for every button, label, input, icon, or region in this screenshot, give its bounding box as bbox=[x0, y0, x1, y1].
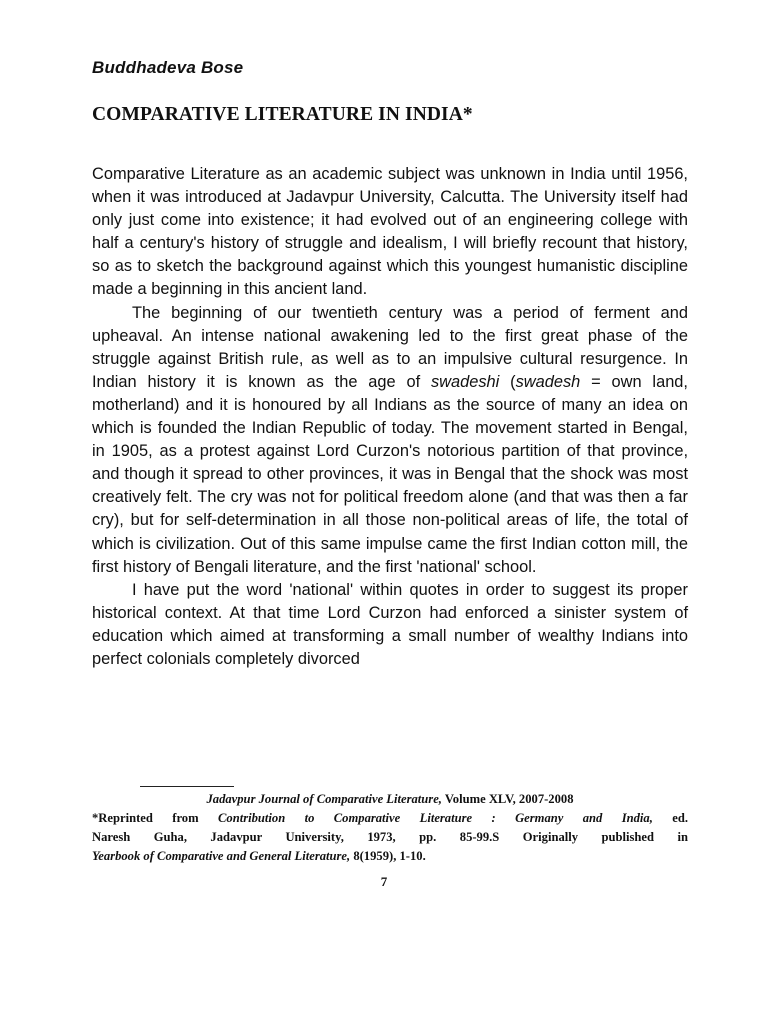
yearbook-citation: 8(1959), 1-10. bbox=[350, 849, 426, 863]
footnotes bbox=[92, 790, 688, 866]
article-title: COMPARATIVE LITERATURE IN INDIA* bbox=[92, 104, 473, 125]
term-swadesh: swadesh bbox=[515, 372, 581, 391]
footnote-reprint-line-2: Naresh Guha, Jadavpur University, 1973, pp. 85-99.S Originally published in bbox=[92, 830, 688, 844]
page-number: 7 bbox=[380, 874, 388, 889]
author-name: Buddhadeva Bose bbox=[92, 58, 244, 77]
paragraph-1: Comparative Literature as an academic subject was unknown in India until 1956, when it was introduced at Jadavpur University, Calcutta. The University itself had only just come into existence; it had evolved out of an engineering college with half a century's history of struggle and idealism, I will briefly recount that history, so as to sketch the background against which this youngest humanistic discipline made a beginning in this ancient land. bbox=[92, 165, 688, 299]
reprint-editor-abbrev: ed. bbox=[652, 811, 689, 825]
reprint-prefix: *Reprinted from bbox=[92, 811, 218, 825]
footnote-journal bbox=[92, 790, 688, 809]
journal-name: Jadavpur Journal of Comparative Literature, bbox=[206, 792, 442, 806]
reprint-source-title: Contribution to Comparative Literature : Germany and India, bbox=[218, 811, 653, 825]
yearbook-title: Yearbook of Comparative and General Literature, bbox=[92, 849, 351, 863]
article-body bbox=[92, 163, 688, 671]
paragraph-3: I have put the word 'national' within quotes in order to suggest its proper historical context. At that time Lord Curzon had enforced a sinister system of education which aimed at transforming a small number of wealthy Indians into perfect colonials completely divorced bbox=[92, 580, 688, 668]
footnote-divider bbox=[140, 786, 234, 787]
paragraph-2 bbox=[92, 302, 688, 579]
journal-volume: Volume XLV, 2007-2008 bbox=[441, 792, 574, 806]
term-swadeshi: swadeshi bbox=[430, 372, 500, 391]
footnote-reprint-line-1 bbox=[92, 809, 688, 828]
paragraph-2-part-a: The beginning of our twentieth century was a period of ferment and upheaval. An intense national awakening led to the first great phase of the struggle against British rule, as well as to an impulsive cultural resurgence. In Indian history it is known as the age of bbox=[92, 303, 688, 391]
footnote-yearbook bbox=[92, 847, 688, 866]
paragraph-2-part-c: = own land, motherland) and it is honoured by all Indians as the source of many an idea on which is founded the Indian Republic of today. The movement started in Bengal, in 1905, as a protest against Lord Curzon's notorious partition of that province, and though it spread to other provinces, it was in Bengal that the shock was most creatively felt. The cry was not for political freedom alone (and that was then a far cry), but for self-determination in all those non-political areas of life, the total of which is civilization. Out of this same impulse came the first Indian cotton mill, the first history of Bengali literature, and the first 'national' school. bbox=[92, 372, 688, 576]
paragraph-2-part-b: ( bbox=[499, 372, 516, 391]
